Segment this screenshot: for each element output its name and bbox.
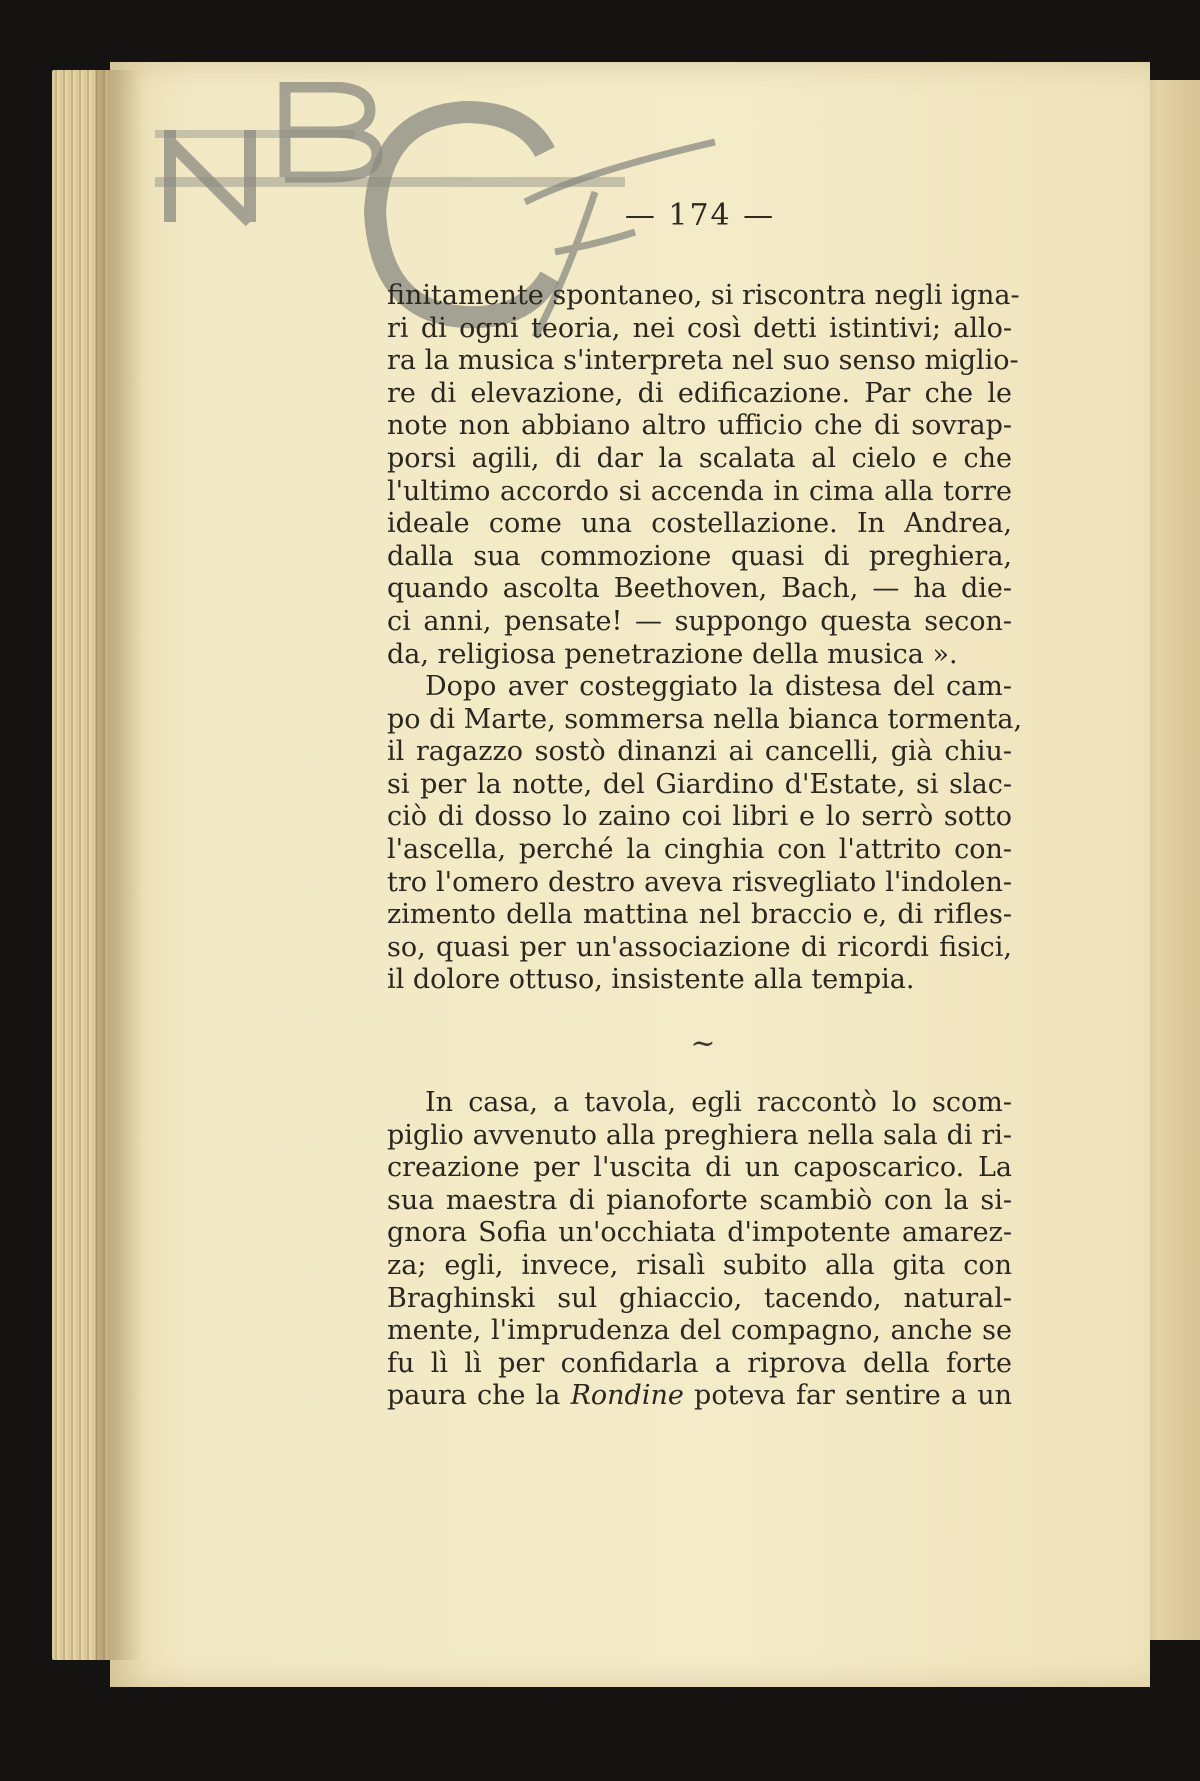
text-line: si per la notte, del Giardino d'Estate, si slac-	[387, 768, 1012, 800]
text-line: so, quasi per un'associazione di ricordi fisici,	[387, 931, 1012, 963]
text-line-last	[387, 1380, 1012, 1413]
text-line: l'ascella, perché la cinghia con l'attrito con-	[387, 833, 1012, 865]
text-line: Braghinski sul ghiaccio, tacendo, natural-	[387, 1282, 1012, 1314]
text-line: zimento della mattina nel braccio e, di rifles-	[387, 899, 1012, 931]
paragraph-3	[387, 1087, 1012, 1413]
text-line: za; egli, invece, risalì subito alla gita con	[387, 1249, 1012, 1281]
text-line: l'ultimo accordo si accenda in cima alla torre	[387, 475, 1012, 507]
text-line: ri di ogni teoria, nei così detti istintivi; allo-	[387, 312, 1012, 344]
text-line: il ragazzo sostò dinanzi ai cancelli, già chiu-	[387, 736, 1012, 768]
text-line: note non abbiano altro ufficio che di sovrap-	[387, 410, 1012, 442]
text-line: Dopo aver costeggiato la distesa del cam-	[425, 671, 1012, 702]
text-line: sua maestra di pianoforte scambiò con la si-	[387, 1184, 1012, 1216]
text-line: fu lì lì per confidarla a riprova della forte	[387, 1347, 1012, 1379]
text-line: tro l'omero destro aveva risvegliato l'indolen-	[387, 866, 1012, 898]
text-line: ci anni, pensate! — suppongo questa secon-	[387, 605, 1012, 637]
page-number: — 174 —	[624, 198, 776, 233]
text-line: piglio avvenuto alla preghiera nella sala di ri-	[387, 1119, 1012, 1151]
text-run: poteva far sentire a un	[683, 1380, 1012, 1412]
text-line: In casa, a tavola, egli raccontò lo scom-	[425, 1087, 1012, 1118]
page-gutter-shadow	[96, 70, 142, 1660]
text-line: quando ascolta Beethoven, Bach, — ha die-	[387, 573, 1012, 605]
text-line: ideale come una costellazione. In Andrea,	[387, 508, 1012, 540]
text-line: mente, l'imprudenza del compagno, anche se	[387, 1315, 1012, 1347]
text-run: paura che la	[387, 1380, 571, 1412]
text-line: dalla sua commozione quasi di preghiera,	[387, 540, 1012, 572]
italic-title-rondine: Rondine	[570, 1380, 684, 1412]
text-line: re di elevazione, di edificazione. Par che le	[387, 377, 1012, 409]
text-line: creazione per l'uscita di un caposcarico. La	[387, 1152, 1012, 1184]
text-line: gnora Sofia un'occhiata d'impotente amarez-	[387, 1217, 1012, 1249]
text-line: finitamente spontaneo, si riscontra negli igna-	[387, 280, 1020, 311]
text-line: porsi agili, di dar la scalata al cielo e che	[387, 442, 1012, 474]
text-line: ciò di dosso lo zaino coi libri e lo serrò sotto	[387, 801, 1012, 833]
paragraph-1	[387, 280, 1020, 671]
text-line: il dolore ottuso, insistente alla tempia.	[387, 964, 915, 996]
paragraph-2	[387, 671, 1023, 997]
text-line: po di Marte, sommersa nella bianca tormenta,	[387, 703, 1023, 735]
text-line: da, religiosa penetrazione della musica ».	[387, 638, 958, 670]
section-separator: ~	[690, 1026, 716, 1061]
text-line: ra la musica s'interpreta nel suo senso miglio-	[387, 345, 1019, 377]
